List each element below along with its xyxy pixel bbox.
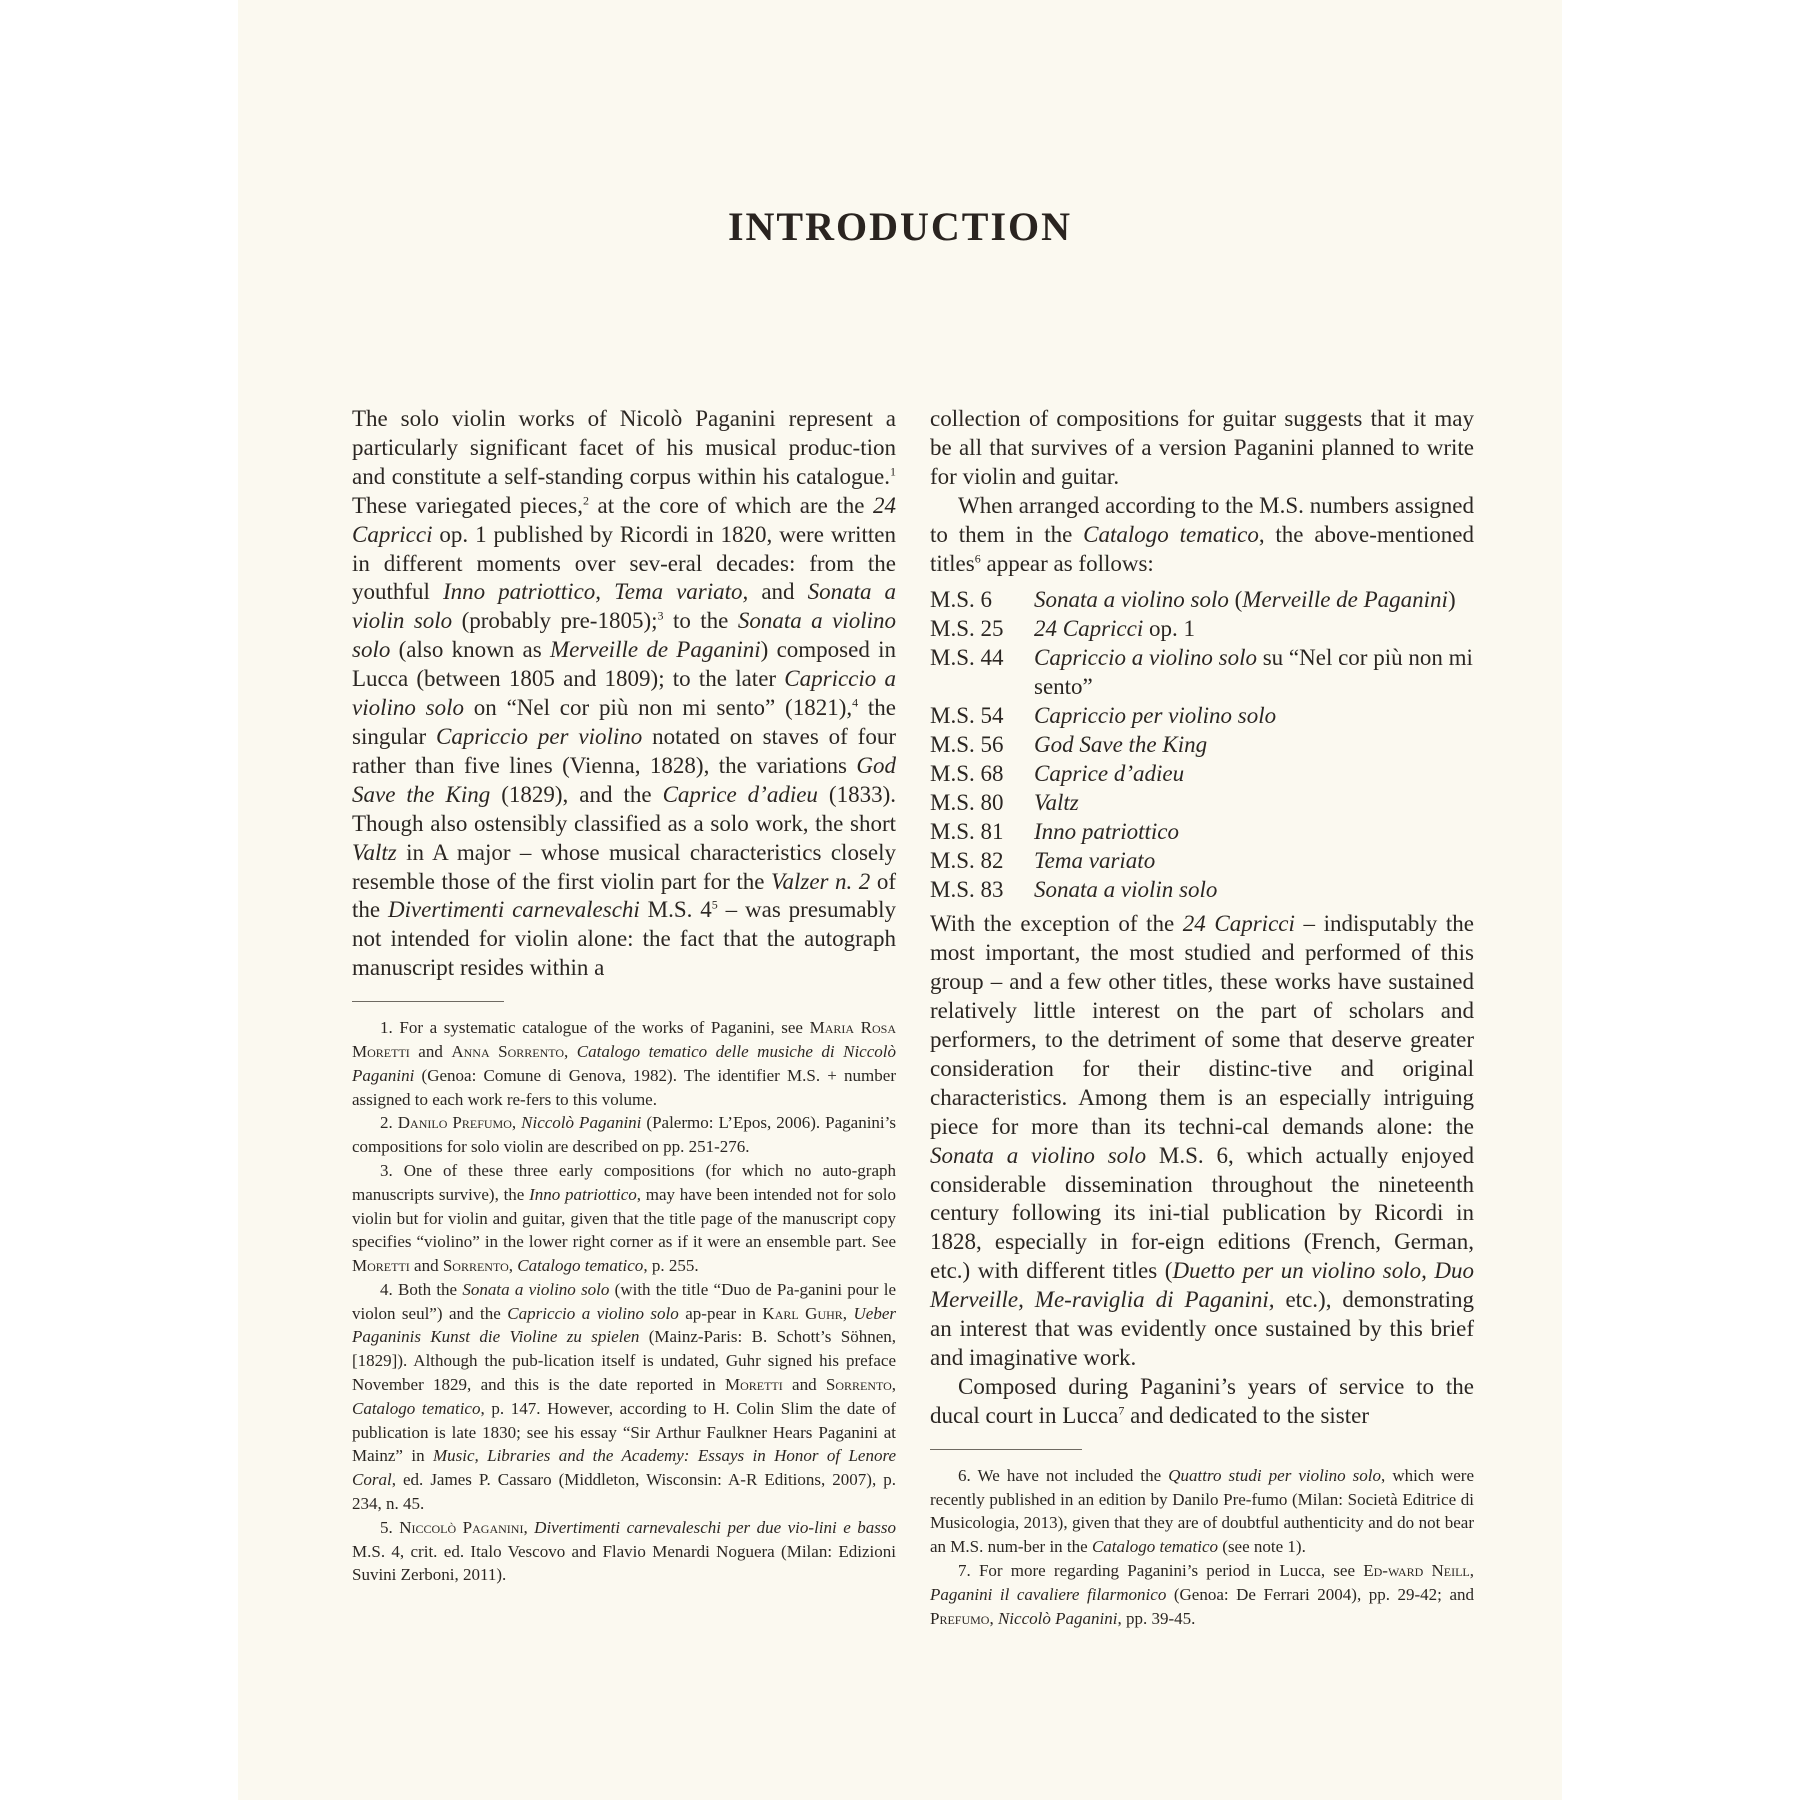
paragraph: Composed during Paganini’s years of service to the ducal court in Lucca$^7$ and dedicated to the sister: [930, 1373, 1474, 1428]
page-title: INTRODUCTION: [727, 203, 1073, 249]
list-item: M.S. 25 24 Capricci op. 1: [930, 616, 1195, 642]
list-item: M.S. 6 Sonata a violino solo (Merveille de Paganini): [930, 587, 1456, 613]
list-item: M.S. 80 Valtz: [930, 789, 1079, 815]
footnote-divider: [930, 1449, 1082, 1450]
footnote-6: 6. We have not included the Quattro studi per violino solo, which were recently published in an edition by Danilo Pre-fumo (Milan: Società Editrice di Musicologia, 2013), given that they are of doubtful authenticity and do not bear an M.S. num-ber in the Catalogo tematico (see note 1).: [930, 1465, 1474, 1557]
list-item: M.S. 83 Sonata a violin solo: [930, 876, 1218, 902]
footnote-4: 4. Both the Sonata a violino solo (with the title “Duo de Pa-ganini pour le violon seul”) and the Capriccio a violino solo ap-pear in Karl Guhr, Ueber Paganinis Kunst die Violine zu spielen (Mainz-Paris: B. Schott’s Söhnen, [1829]). Although the pub-lication itself is undated, Guhr signed his preface November 1829, and this is the date reported in Moretti and Sorrento, Catalogo tematico, p. 147. However, according to H. Colin Slim the date of publication is late 1830; see his essay “Sir Arthur Faulkner Hears Paganini at Mainz” in Music, Libraries and the Academy: Essays in Honor of Lenore Coral, ed. James P. Cassaro (Middleton, Wisconsin: A-R Editions, 2007), p. 234, n. 45.: [352, 1279, 897, 1514]
list-item: M.S. 44 Capriccio a violino solo su “Nel cor più non mi sento”: [930, 645, 1473, 700]
paragraph: The solo violin works of Nicolò Paganini represent a particularly significant facet of his musical produc-tion and constitute a self-standing corpus within his catalogue.$^1$ These variegated pieces,$^2$ at the core of which are the 24 Capricci op. 1 published by Ricordi in 1820, were written in different moments over sev-eral decades: from the youthful Inno patriottico, Tema variato, and Sonata a violin solo (probably pre-1805);$^3$ to the Sonata a violino solo (also known as Merveille de Paganini) composed in Lucca (between 1805 and 1809); to the later Capriccio a violino solo on “Nel cor più non mi sento” (1821),$^4$ the singular Capriccio per violino notated on staves of four rather than five lines (Vienna, 1828), the variations God Save the King (1829), and the Caprice d’adieu (1833). Though also ostensibly classified as a solo work, the short Valtz in A major – whose musical characteristics closely resemble those of the first violin part for the Valzer n. 2 of the Divertimenti carnevaleschi M.S. $4^5$ – was presumably not intended for violin alone: the fact that the autograph manuscript resides within a: [352, 406, 897, 981]
list-item: M.S. 68 Caprice d’adieu: [930, 760, 1185, 786]
left-column: [352, 405, 896, 1587]
paragraph: When arranged according to the M.S. numbers assigned to them in the Catalogo tematico, the above-mentioned titles$^6$ appear as follows:: [930, 492, 1474, 576]
right-column: [930, 405, 1474, 1630]
paragraph: With the exception of the 24 Capricci – indisputably the most important, the most studied and performed of this group – and a few other titles, these works have sustained relatively little interest on the part of scholars and performers, to the detriment of some that deserve greater consideration for their distinc-tive and original characteristics. Among them is an especially intriguing piece for more than its techni-cal demands alone: the Sonata a violino solo M.S. 6, which actually enjoyed considerable dissemination throughout the nineteenth century following its ini-tial publication by Ricordi in 1828, especially in for-eign editions (French, German, etc.) with different titles (Duetto per un violino solo, Duo Merveille, Me-raviglia di Paganini, etc.), demonstrating an interest that was evidently once sustained by this brief and imaginative work.: [930, 911, 1475, 1370]
list-item: M.S. 82 Tema variato: [930, 847, 1156, 873]
list-item: M.S. 81 Inno patriottico: [930, 818, 1180, 844]
footnote-5: 5. Niccolò Paganini, Divertimenti carnevaleschi per due vio-lini e basso M.S. 4, crit. ed. Italo Vescovo and Flavio Menardi Noguera (Milan: Edizioni Suvini Zerboni, 2011).: [352, 1517, 896, 1585]
footnote-1: 1. For a systematic catalogue of the works of Paganini, see Maria Rosa Moretti and Anna Sorrento, Catalogo tematico delle musiche di Niccolò Paganini (Genoa: Comune di Genova, 1982). The identifier M.S. + number assigned to each work re-fers to this volume.: [352, 1018, 896, 1109]
footnote-2: 2. Danilo Prefumo, Niccolò Paganini (Palermo: L’Epos, 2006). Paganini’s compositions for solo violin are described on pp. 251-276.: [352, 1113, 896, 1157]
footnote-3: 3. One of these three early compositions (for which no auto-graph manuscripts survive), the Inno patriottico, may have been intended not for solo violin but for violin and guitar, given that the title page of the manuscript copy specifies “violino” in the lower right corner as if it were an ensemble part. See Moretti and Sorrento, Catalogo tematico, p. 255.: [352, 1160, 896, 1276]
footnote-7: 7. For more regarding Paganini’s period in Lucca, see Ed-ward Neill, Paganini il cavaliere filarmonico (Genoa: De Ferrari 2004), pp. 29-42; and Prefumo, Niccolò Paganini, pp. 39-45.: [930, 1560, 1474, 1628]
list-item: M.S. 54 Capriccio per violino solo: [930, 703, 1277, 729]
ms-catalogue-list: [930, 586, 1474, 904]
list-item: M.S. 56 God Save the King: [930, 731, 1208, 757]
book-page: [238, 0, 1562, 1800]
paragraph: collection of compositions for guitar suggests that it may be all that survives of a version Paganini planned to write for violin and guitar.: [930, 406, 1474, 489]
footnote-divider: [352, 1001, 504, 1002]
